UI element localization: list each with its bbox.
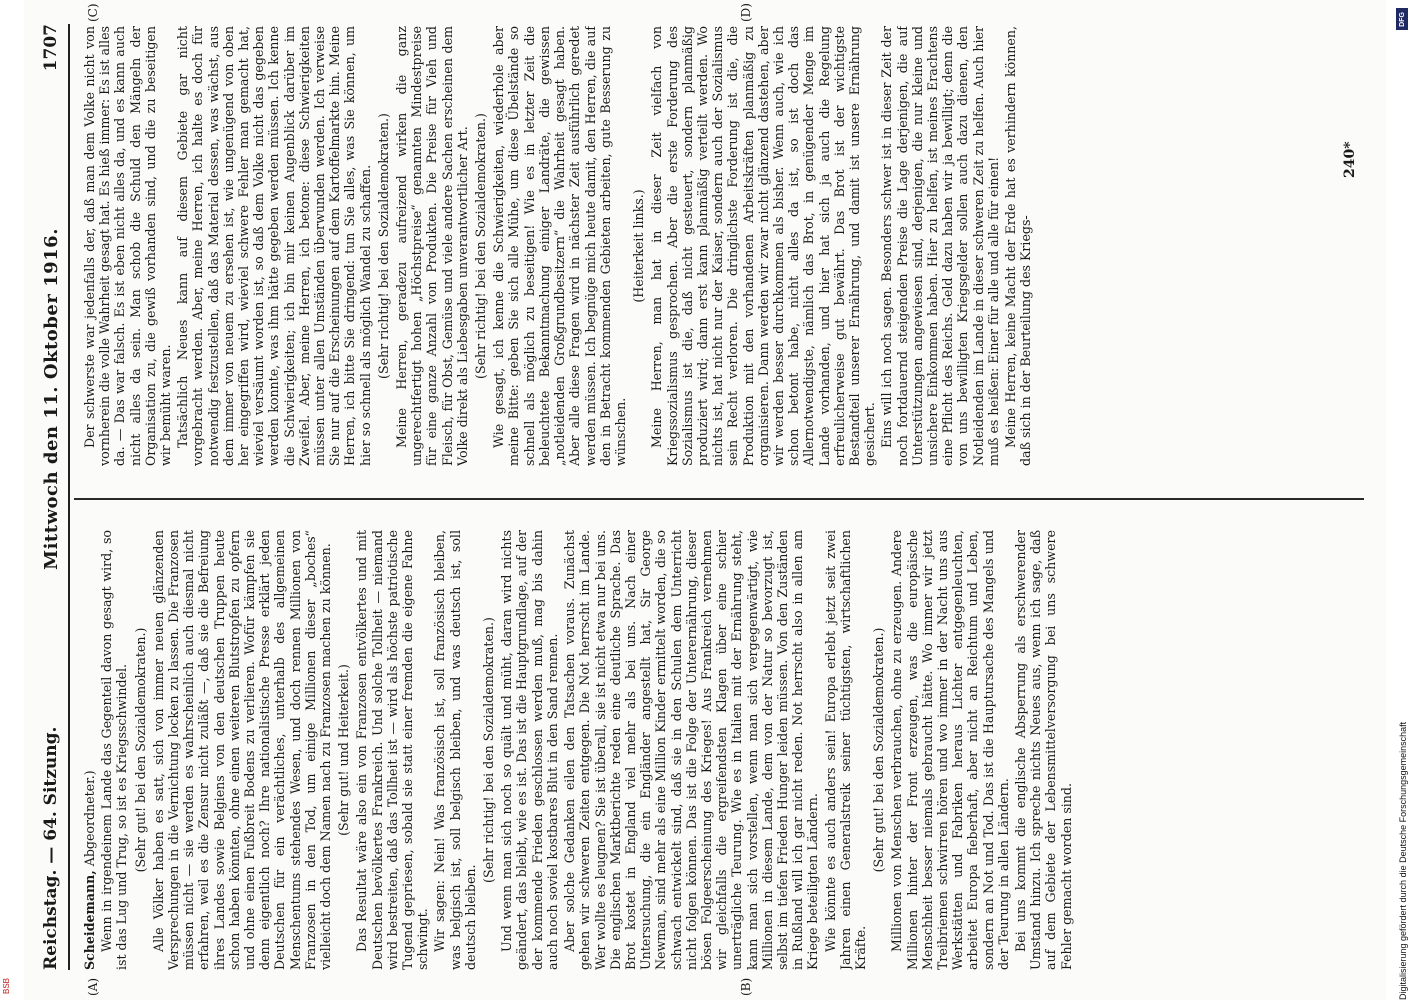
speech-paragraph: Tatsächlich Neues kann auf diesem Gebiete gar nicht vorgebracht werden. Aber, meine Herren, ich halte es doch für notwendig festzustellen, daß das Material dessen, was wächst, aus dem immer von neuem zu ersehen ist, wie ungenügend von oben her eingegriffen wird, wieviel schwere Fehler man gemacht hat, wieviel versäumt worden ist, so daß dem Volke nicht das gegeben werden konnte, was ihm hätte gegeben werden müssen. Ich kenne die Schwierigkeiten; ich bin mir keinen Augenblick darüber im Zweifel. Aber, meine Herren, ich betone: diese Schwierigkeiten müssen unter allen Umständen überwunden werden. Ich verweise Sie nur auf die Erscheinungen auf dem Kartoffelmarkte hin. Meine Herren, ich bitte Sie dringend: tun Sie alles, was Sie können, um hier so schnell als möglich Wandel zu schaffen. — [175, 26, 373, 466]
margin-mark-c: (C) — [86, 3, 100, 22]
margin-mark-a: (A) — [86, 977, 100, 996]
scanned-page — [24, 0, 1386, 1000]
speech-paragraph: Eins will ich noch sagen. Besonders schwer ist in dieser Zeit der noch fortdauernd steigenden Preise die Lage derjenigen, die auf Unterstützungen angewiesen sind, derjenigen, die nur kleine und unsichere Einkommen haben. Hier zu helfen, ist meines Erachtens eine Pflicht des Reichs. Geld dazu haben wir ja bewilligt; denn die von uns bewilligten Kriegsgelder sollen auch dazu dienen, den Notleidenden im Lande in dieser schweren Zeit zu helfen. Auch hier muß es heißen: Einer für alle und alle für einen! — [879, 26, 1001, 466]
left-column — [82, 530, 1362, 970]
right-column — [82, 26, 1362, 466]
speech-paragraph: Wie könnte es auch anders sein! Europa erlebt jetzt seit zwei Jahren einen Generalstreik seiner tüchtigsten, wirtschaftlichen Kräfte. — [822, 530, 868, 970]
speech-paragraph: Alle Völker haben es satt, sich von immer neuen glänzenden Versprechungen in die Vernichtung locken zu lassen. Die Franzosen müssen nicht — sie werden es wahrscheinlich auch diesmal nicht erfahren, weil es die Zensur nicht zuläßt —, daß sie die Befreiung ihres Landes sowie Belgiens von den deutschen Truppen heute schon haben könnten, ohne einen weiteren Blutstropfen zu opfern und ohne einen Fußbreit Bodens zu verlieren. Wofür kämpfen sie denn eigentlich noch? Ihre nationalistische Presse erklärt jeden Deutschen für ein verächtliches, unterhalb des allgemeinen Menschentums stehendes Wesen, und doch rennen Millionen von Franzosen in den Tod, um einige Millionen dieser „boches“ vielleicht doch dem Namen nach zu Franzosen machen zu können. — [150, 530, 334, 970]
interjection-note: (Sehr richtig! bei den Sozialdemokraten.) — [473, 113, 489, 379]
header-session: Reichstag. — 64. Sitzung. — [41, 726, 61, 970]
interjection-note: (Sehr gut! und Heiterkeit.) — [336, 664, 352, 836]
header-date: Mittwoch den 11. Oktober 1916. — [40, 228, 62, 570]
speech-paragraph: Wenn in irgendeinem Lande das Gegenteil davon gesagt wird, so ist das Lug und Trug, so ist es Kriegsschwindel. — [99, 530, 130, 970]
signature-mark: 240* — [1342, 141, 1358, 178]
interjection-note: (Sehr gut! bei den Sozialdemokraten.) — [871, 627, 887, 873]
page-number: 1707 — [41, 24, 61, 72]
speech-paragraph: Millionen von Menschen verbrauchen, ohne zu erzeugen. Andere Millionen hinter der Front erzeugen, was die europäische Menschheit besser niemals gebraucht hätte. Wo immer wir jetzt Treibriemen schwirren hören und wo immer in der Nacht uns aus Werkstätten und Fabriken heraus Lichter entgegenleuchten, arbeitet Europa fieberhaft, aber nicht an Reichtum und Leben, sondern an Not und Tod. Das ist die Hauptursache des Mangels und der Teurung in allen Ländern. — [889, 530, 1011, 970]
speech-paragraph: Meine Herren, keine Macht der Erde hat es verhindern können, daß sich in der Beurteilung des Kriegs- — [1002, 26, 1034, 466]
margin-mark-d: (D) — [739, 3, 753, 22]
speech-paragraph: Meine Herren, geradezu aufreizend wirken die ganz ungerechtfertigt hohen „Höchstpreise“ genannten Mindestpreise für eine ganze Anzahl von Produkten. Die Preise für Vieh und Fleisch, für Obst, Gemüse und viele andere Sachen erscheinen dem Volke direkt als Liebesgaben unverantwortlicher Art. — [394, 26, 470, 466]
bsb-mark: BSB — [2, 977, 11, 994]
speech-paragraph: Meine Herren, man hat in dieser Zeit vielfach von Kriegssozialismus gesprochen. Aber die erste Forderung des Sozialismus ist die, daß nicht gesteuert, sondern planmäßig produziert wird; dann erst kann planmäßig verteilt werden. Wo nichts ist, hat nicht nur der Kaiser, sondern auch der Sozialismus sein Recht verloren. Die dringlichste Forderung ist die, die Produktion mit den vorhandenen Arbeitskräften planmäßig zu organisieren. Dann werden wir zwar nicht glänzend dastehen, aber wir werden besser durchkommen als bisher. Wenn auch, wie ich schon betont habe, nicht alles da ist, so ist doch das Allernotwendigste, nämlich das Brot, in genügender Menge im Lande vorhanden, und hier hat sich ja auch die Regelung erfreulicherweise gut bewährt. Das Brot ist der wichtigste Bestandteil unserer Ernährung, und damit ist unsere Ernährung gesichert. — [649, 26, 878, 466]
speaker-name: Scheidemann, — [82, 870, 97, 970]
speech-paragraph: Und wenn man sich noch so quält und müht, daran wird nichts geändert, das bleibt, wie es ist. Das ist die Hauptgrundlage, auf der der kommende Frieden geschlossen werden muß, mag bis dahin auch noch soviel kostbares Blut in den Sand rennen. — [499, 530, 560, 970]
interjection-note: (Sehr richtig! bei den Sozialdemokraten.) — [375, 113, 391, 379]
interjection-note: (Heiterkeit links.) — [631, 189, 647, 303]
dfg-logo: DFG — [1396, 8, 1408, 30]
margin-mark-b: (B) — [739, 977, 753, 996]
interjection-note: (Sehr gut! bei den Sozialdemokraten.) — [132, 627, 148, 873]
speech-paragraph: Der schwerste war jedenfalls der, daß man dem Volke nicht von vornherein die volle Wahrheit gesagt hat. Es hieß immer: Es ist alles da. — Das war falsch. Es ist eben nicht alles da, und es kann auch nicht alles da sein. Man schob die Schuld den Mängeln der Organisation zu, die gewiß vorhanden sind, und die zu beseitigen wir bemüht waren. — [82, 26, 174, 466]
speech-paragraph: Wir sagen: Nein! Was französisch ist, soll französisch bleiben, was belgisch ist, soll belgisch bleiben, und was deutsch ist, soll deutsch bleiben. — [432, 530, 478, 970]
speech-paragraph: Bei uns kommt die englische Absperrung als erschwerender Umstand hinzu. Ich spreche nichts Neues aus, wenn ich sage, daß auf dem Gebiete der Lebensmittelversorgung bei uns schwere Fehler gemacht worden sind. — [1012, 530, 1074, 970]
column-rule — [74, 498, 1364, 500]
digitization-credit: Digitalisierung gefördert durch die Deutsche Forschungsgemeinschaft — [1398, 721, 1408, 1000]
interjection-note: (Sehr richtig! bei den Sozialdemokraten.) — [481, 617, 497, 883]
speech-paragraph: Das Resultat wäre also ein von Franzosen entvölkertes und mit Deutschen bevölkertes Frankreich. Und solche Tollheit — niemand wird bestreiten, daß das Tollheit ist — wird als höchste patriotische Tugend gepriesen, sobald sie statt einer fremden die eigene Fahne schwingt. — [354, 530, 431, 970]
speech-paragraph: Aber solche Gedanken eilen den Tatsachen voraus. Zunächst gehen wir schweren Zeiten entgegen. Die Not herrscht im Lande. Wer wollte es leugnen? Sie ist überall, sie ist nicht etwa nur bei uns. Die englischen Marktberichte reden eine deutliche Sprache. Das Brot kostet in England viel mehr als bei uns. Nach einer Untersuchung, die ein Engländer angestellt hat, Sir George Newman, sind mehr als eine Million Kinder ermittelt worden, die so schwach entwickelt sind, daß sie in den Schulen dem Unterricht nicht folgen können. Das ist die Folge der Unterernährung, dieser bösen Folgeerscheinung des Krieges! Aus Frankreich vernehmen wir gleichfalls die ergreifendsten Klagen über eine schier unerträgliche Teurung. Wie es in Italien mit der Ernährung steht, kann man sich vorstellen, wenn man sich vergegenwärtigt, wie Millionen in diesem Lande, dem von der Natur so bevorzugt ist, selbst im tiefen Frieden Hunger leiden müssen. Von den Zuständen in Rußland will ich gar nicht reden. Not herrscht also in allen am Kriege beteiligten Ländern. — [562, 530, 821, 970]
page-header — [34, 24, 70, 970]
speech-paragraph: Scheidemann, Abgeordneter.) — [82, 770, 97, 970]
speech-paragraph: Wie gesagt, ich kenne die Schwierigkeiten, wiederhole aber meine Bitte: geben Sie sich alle Mühe, um diese Übelstände so schnell als möglich zu beseitigen! Wie es in letzter Zeit die beleuchtete Bekanntmachung einiger Landräte, die gewissen „notleidenden Großgrundbesitzern“ die Wahrheit gesagt haben. Aber alle diese Fragen wird in nächster Zeit ausführlich geredet werden müssen. Ich begnüge mich heute damit, den Herren, die auf den in Betracht kommenden Gebieten arbeiten, gute Besserung zu wünschen. — [491, 26, 628, 466]
